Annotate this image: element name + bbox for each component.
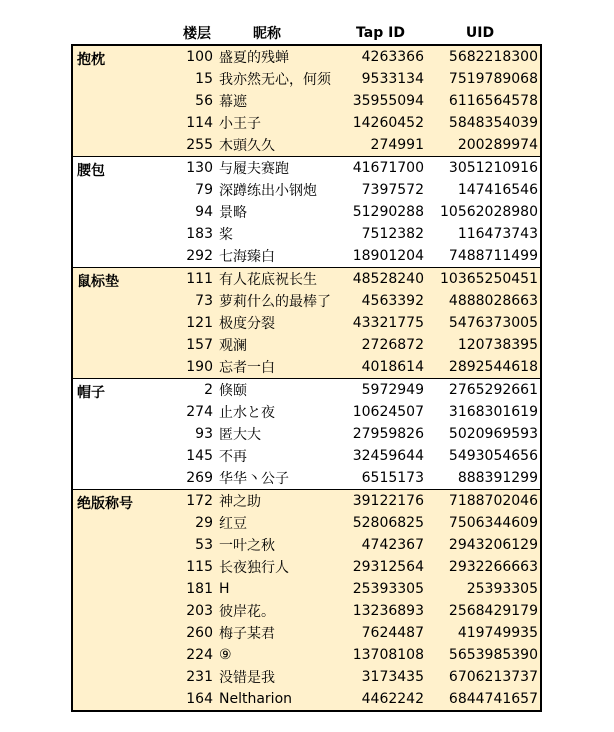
- table-row: [147, 290, 540, 312]
- table-row: [147, 600, 540, 622]
- tap-id-cell: 5972949: [361, 382, 424, 398]
- floor-cell: 111: [186, 271, 213, 287]
- prize-group-name: 抱枕: [77, 52, 105, 68]
- uid-cell: 10365250451: [440, 271, 538, 287]
- tap-id-cell: 274991: [370, 137, 424, 153]
- uid-cell: 888391299: [457, 470, 538, 486]
- tap-id-cell: 7624487: [361, 625, 424, 641]
- group-rows: [147, 379, 540, 489]
- floor-cell: 190: [186, 359, 213, 375]
- prize-group-name: 绝版称号: [77, 496, 133, 512]
- nickname-cell: 萝莉什么的最棒了: [219, 294, 331, 310]
- uid-cell: 6116564578: [448, 93, 538, 109]
- nickname-cell: 木頭久久: [219, 138, 275, 154]
- uid-cell: 5493054656: [448, 448, 538, 464]
- tap-id-cell: 13708108: [352, 647, 424, 663]
- table-row: [147, 179, 540, 201]
- tap-id-cell: 4742367: [361, 537, 424, 553]
- tap-id-cell: 39122176: [352, 493, 424, 509]
- tap-id-cell: 3173435: [361, 669, 424, 685]
- prize-group-name: 帽子: [77, 385, 105, 401]
- tap-id-cell: 7512382: [361, 226, 424, 242]
- tap-id-cell: 25393305: [352, 581, 424, 597]
- uid-cell: 5682218300: [448, 49, 538, 65]
- table-row: [147, 401, 540, 423]
- floor-cell: 274: [186, 404, 213, 420]
- uid-cell: 4888028663: [448, 293, 538, 309]
- floor-cell: 114: [186, 115, 213, 131]
- floor-cell: 121: [186, 315, 213, 331]
- table-row: [147, 112, 540, 134]
- table-row: [147, 334, 540, 356]
- table-row: [147, 423, 540, 445]
- tap-id-cell: 14260452: [352, 115, 424, 131]
- tap-id-cell: 29312564: [352, 559, 424, 575]
- floor-cell: 53: [195, 537, 213, 553]
- nickname-cell: 我亦然无心，何须: [219, 72, 331, 88]
- floor-cell: 157: [186, 337, 213, 353]
- nickname-cell: 盛夏的残蝉: [219, 50, 289, 66]
- uid-cell: 7488711499: [448, 248, 538, 264]
- tap-id-cell: 4563392: [361, 293, 424, 309]
- tap-id-cell: 32459644: [352, 448, 424, 464]
- nickname-cell: Neltharion: [219, 691, 293, 707]
- floor-cell: 183: [186, 226, 213, 242]
- winners-table: [71, 22, 542, 712]
- nickname-cell: 幕遮: [219, 94, 247, 110]
- table-row: [147, 312, 540, 334]
- floor-cell: 100: [186, 49, 213, 65]
- floor-cell: 164: [186, 691, 213, 707]
- table-row: [147, 512, 540, 534]
- table-row: [147, 622, 540, 644]
- floor-cell: 145: [186, 448, 213, 464]
- nickname-cell: 没错是我: [219, 670, 275, 686]
- floor-cell: 130: [186, 160, 213, 176]
- uid-cell: 6844741657: [448, 691, 538, 707]
- floor-cell: 181: [186, 581, 213, 597]
- table-row: [147, 644, 540, 666]
- uid-cell: 120738395: [457, 337, 538, 353]
- group-rows: [147, 157, 540, 267]
- nickname-cell: 有人花底祝长生: [219, 272, 317, 288]
- nickname-cell: 桨: [219, 227, 233, 243]
- nickname-cell: 极度分裂: [219, 316, 275, 332]
- nickname-cell: 小王子: [219, 116, 261, 132]
- uid-cell: 5653985390: [448, 647, 538, 663]
- table-row: [147, 157, 540, 179]
- floor-cell: 73: [195, 293, 213, 309]
- prize-group: [73, 379, 540, 490]
- table-row: [147, 356, 540, 378]
- uid-cell: 3168301619: [448, 404, 538, 420]
- tap-id-cell: 18901204: [352, 248, 424, 264]
- table-row: [147, 556, 540, 578]
- table-row: [147, 467, 540, 489]
- floor-cell: 203: [186, 603, 213, 619]
- uid-cell: 5020969593: [448, 426, 538, 442]
- uid-cell: 419749935: [457, 625, 538, 641]
- floor-cell: 2: [204, 382, 213, 398]
- nickname-cell: 不再: [219, 449, 247, 465]
- prize-group: [73, 46, 540, 157]
- nickname-cell: 一叶之秋: [219, 538, 275, 554]
- floor-cell: 292: [186, 248, 213, 264]
- uid-cell: 200289974: [457, 137, 538, 153]
- table-row: [147, 379, 540, 401]
- tap-id-cell: 2726872: [361, 337, 424, 353]
- prize-group: [73, 490, 540, 710]
- uid-cell: 5476373005: [448, 315, 538, 331]
- nickname-cell: 匿大大: [219, 427, 261, 443]
- floor-cell: 260: [186, 625, 213, 641]
- tap-id-cell: 43321775: [352, 315, 424, 331]
- nickname-cell: 景略: [219, 205, 247, 221]
- uid-cell: 10562028980: [440, 204, 538, 220]
- nickname-cell: 华华丶公子: [219, 471, 289, 487]
- header-uid: UID: [465, 25, 495, 41]
- group-rows: [147, 268, 540, 378]
- nickname-cell: H: [219, 581, 230, 597]
- header-tap-id: Tap ID: [356, 25, 405, 41]
- nickname-cell: 长夜独行人: [219, 560, 289, 576]
- uid-cell: 7519789068: [448, 71, 538, 87]
- tap-id-cell: 27959826: [352, 426, 424, 442]
- nickname-cell: 梅子某君: [219, 626, 275, 642]
- table-body: [71, 44, 542, 712]
- floor-cell: 172: [186, 493, 213, 509]
- uid-cell: 6706213737: [448, 669, 538, 685]
- table-row: [147, 534, 540, 556]
- table-row: [147, 46, 540, 68]
- tap-id-cell: 13236893: [352, 603, 424, 619]
- nickname-cell: 与履夫赛跑: [219, 161, 289, 177]
- table-row: [147, 578, 540, 600]
- tap-id-cell: 6515173: [361, 470, 424, 486]
- floor-cell: 94: [195, 204, 213, 220]
- floor-cell: 93: [195, 426, 213, 442]
- tap-id-cell: 48528240: [352, 271, 424, 287]
- prize-group-name: 腰包: [77, 163, 105, 179]
- uid-cell: 25393305: [466, 581, 538, 597]
- tap-id-cell: 10624507: [352, 404, 424, 420]
- nickname-cell: ⑨: [219, 647, 232, 663]
- tap-id-cell: 4263366: [361, 49, 424, 65]
- uid-cell: 7506344609: [448, 515, 538, 531]
- nickname-cell: 七海臻白: [219, 249, 275, 265]
- tap-id-cell: 52806825: [352, 515, 424, 531]
- table-row: [147, 201, 540, 223]
- floor-cell: 115: [186, 559, 213, 575]
- tap-id-cell: 9533134: [361, 71, 424, 87]
- floor-cell: 231: [186, 669, 213, 685]
- tap-id-cell: 41671700: [352, 160, 424, 176]
- nickname-cell: 倏颐: [219, 383, 247, 399]
- uid-cell: 147416546: [457, 182, 538, 198]
- group-rows: [147, 490, 540, 710]
- floor-cell: 56: [195, 93, 213, 109]
- nickname-cell: 神之助: [219, 494, 261, 510]
- floor-cell: 15: [195, 71, 213, 87]
- table-row: [147, 268, 540, 290]
- prize-group: [73, 157, 540, 268]
- table-row: [147, 68, 540, 90]
- nickname-cell: 深蹲练出小钢炮: [219, 183, 317, 199]
- table-row: [147, 134, 540, 156]
- uid-cell: 2932266663: [448, 559, 538, 575]
- nickname-cell: 彼岸花。: [219, 604, 275, 620]
- uid-cell: 2568429179: [448, 603, 538, 619]
- header-floor: 楼层: [183, 26, 211, 42]
- floor-cell: 29: [195, 515, 213, 531]
- uid-cell: 2892544618: [448, 359, 538, 375]
- tap-id-cell: 4462242: [361, 691, 424, 707]
- prize-group: [73, 268, 540, 379]
- tap-id-cell: 7397572: [361, 182, 424, 198]
- nickname-cell: 忘者一白: [219, 360, 275, 376]
- floor-cell: 79: [195, 182, 213, 198]
- nickname-cell: 观澜: [219, 338, 247, 354]
- nickname-cell: 红豆: [219, 516, 247, 532]
- table-row: [147, 445, 540, 467]
- tap-id-cell: 51290288: [352, 204, 424, 220]
- uid-cell: 116473743: [457, 226, 538, 242]
- table-header: [71, 22, 542, 44]
- floor-cell: 255: [186, 137, 213, 153]
- table-row: [147, 666, 540, 688]
- tap-id-cell: 4018614: [361, 359, 424, 375]
- group-rows: [147, 46, 540, 156]
- prize-group-name: 鼠标垫: [77, 274, 119, 290]
- header-nickname: 昵称: [253, 26, 281, 42]
- table-row: [147, 223, 540, 245]
- uid-cell: 2765292661: [448, 382, 538, 398]
- tap-id-cell: 35955094: [352, 93, 424, 109]
- table-row: [147, 688, 540, 710]
- uid-cell: 7188702046: [448, 493, 538, 509]
- uid-cell: 2943206129: [448, 537, 538, 553]
- table-row: [147, 490, 540, 512]
- floor-cell: 269: [186, 470, 213, 486]
- uid-cell: 3051210916: [448, 160, 538, 176]
- uid-cell: 5848354039: [448, 115, 538, 131]
- table-row: [147, 90, 540, 112]
- table-row: [147, 245, 540, 267]
- floor-cell: 224: [186, 647, 213, 663]
- nickname-cell: 止水と夜: [219, 405, 275, 421]
